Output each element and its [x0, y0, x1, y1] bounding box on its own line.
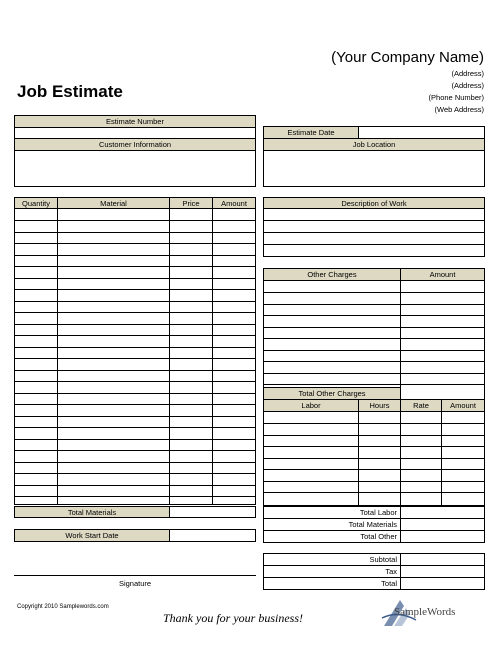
other-charges-column-header: Other Charges: [263, 268, 401, 281]
grand-totals-divider: [400, 553, 401, 590]
description-of-work-header: Description of Work: [263, 197, 485, 209]
estimate-date-label: Estimate Date: [263, 126, 359, 139]
other-charges-table: [263, 268, 485, 400]
labor-row-line: [263, 492, 485, 493]
materials-row-line: [14, 220, 256, 221]
customer-information-header: Customer Information: [14, 138, 256, 151]
materials-col-divider-1: [57, 208, 58, 505]
labor-row-line: [263, 481, 485, 482]
other-charges-row-line: [263, 350, 485, 351]
total-materials-field[interactable]: [169, 506, 256, 518]
labor-row-line: [263, 423, 485, 424]
materials-row-line: [14, 485, 256, 486]
rate-column-header: Rate: [400, 399, 442, 412]
other-charges-col-divider: [400, 280, 401, 400]
job-location-header: Job Location: [263, 138, 485, 151]
labor-row-line: [263, 435, 485, 436]
thank-you-message: Thank you for your business!: [163, 611, 303, 625]
job-location-field[interactable]: [263, 150, 485, 187]
labor-table: [263, 399, 485, 506]
subtotal-label: Subtotal: [369, 555, 397, 564]
materials-row-line: [14, 255, 256, 256]
materials-row-line: [14, 473, 256, 474]
quantity-column-header: Quantity: [14, 197, 58, 209]
document-title: Job Estimate: [17, 82, 123, 101]
materials-row-line: [14, 358, 256, 359]
materials-row-line: [14, 312, 256, 313]
signature-line: [14, 575, 256, 576]
total-other-label: Total Other: [360, 532, 397, 541]
materials-row-line: [14, 370, 256, 371]
other-charges-row-line: [263, 327, 485, 328]
total-materials-label: Total Materials: [14, 506, 170, 518]
labor-column-header: Labor: [263, 399, 359, 412]
address-line-2: (Address): [451, 81, 484, 90]
other-charges-row-line: [263, 304, 485, 305]
other-charges-amount-header: Amount: [400, 268, 485, 281]
other-charges-row-line: [263, 338, 485, 339]
signature-label: Signature: [118, 578, 152, 588]
materials-col-divider-3: [212, 208, 213, 505]
description-line: [263, 244, 485, 245]
phone-number: (Phone Number): [428, 93, 484, 102]
tax-label: Tax: [385, 567, 397, 576]
other-charges-row-line: [263, 292, 485, 293]
labor-totals-divider: [400, 506, 401, 543]
total-label: Total: [381, 579, 397, 588]
materials-row-line: [14, 232, 256, 233]
materials-row-line: [14, 324, 256, 325]
estimate-number-header: Estimate Number: [14, 115, 256, 128]
total-other-charges-label: Total Other Charges: [263, 387, 401, 400]
samplewords-logo: [380, 594, 490, 634]
amount-column-header: Amount: [212, 197, 256, 209]
labor-amount-column-header: Amount: [441, 399, 485, 412]
customer-information-field[interactable]: [14, 150, 256, 187]
materials-row-line: [14, 278, 256, 279]
description-line: [263, 220, 485, 221]
company-name: (Your Company Name): [331, 49, 484, 66]
materials-row-line: [14, 496, 256, 497]
labor-row-line: [263, 458, 485, 459]
materials-row-line: [14, 404, 256, 405]
materials-row-line: [14, 427, 256, 428]
address-line-1: (Address): [451, 69, 484, 78]
materials-row-line: [14, 301, 256, 302]
materials-row-line: [14, 381, 256, 382]
description-line: [263, 232, 485, 233]
materials-col-divider-2: [169, 208, 170, 505]
materials-row-line: [14, 347, 256, 348]
materials-row-line: [14, 439, 256, 440]
materials-row-line: [14, 335, 256, 336]
price-column-header: Price: [169, 197, 213, 209]
materials-row-line: [14, 450, 256, 451]
hours-column-header: Hours: [358, 399, 401, 412]
copyright-notice: Copyright 2010 Samplewords.com: [17, 604, 109, 610]
total-labor-label: Total Labor: [359, 508, 397, 517]
material-column-header: Material: [57, 197, 170, 209]
materials-row-line: [14, 243, 256, 244]
work-start-date-field[interactable]: [169, 529, 256, 542]
materials-row-line: [14, 393, 256, 394]
other-charges-row-line: [263, 384, 485, 385]
materials-row-line: [14, 266, 256, 267]
work-start-date-label: Work Start Date: [14, 529, 170, 542]
other-charges-row-line: [263, 361, 485, 362]
materials-row-line: [14, 289, 256, 290]
materials-row-line: [14, 462, 256, 463]
total-materials-summary-label: Total Materials: [348, 520, 397, 529]
labor-row-line: [263, 469, 485, 470]
web-address: (Web Address): [434, 105, 484, 114]
materials-row-line: [14, 416, 256, 417]
logo-text: SampleWords: [394, 606, 456, 618]
other-charges-row-line: [263, 315, 485, 316]
other-charges-row-line: [263, 373, 485, 374]
labor-row-line: [263, 446, 485, 447]
